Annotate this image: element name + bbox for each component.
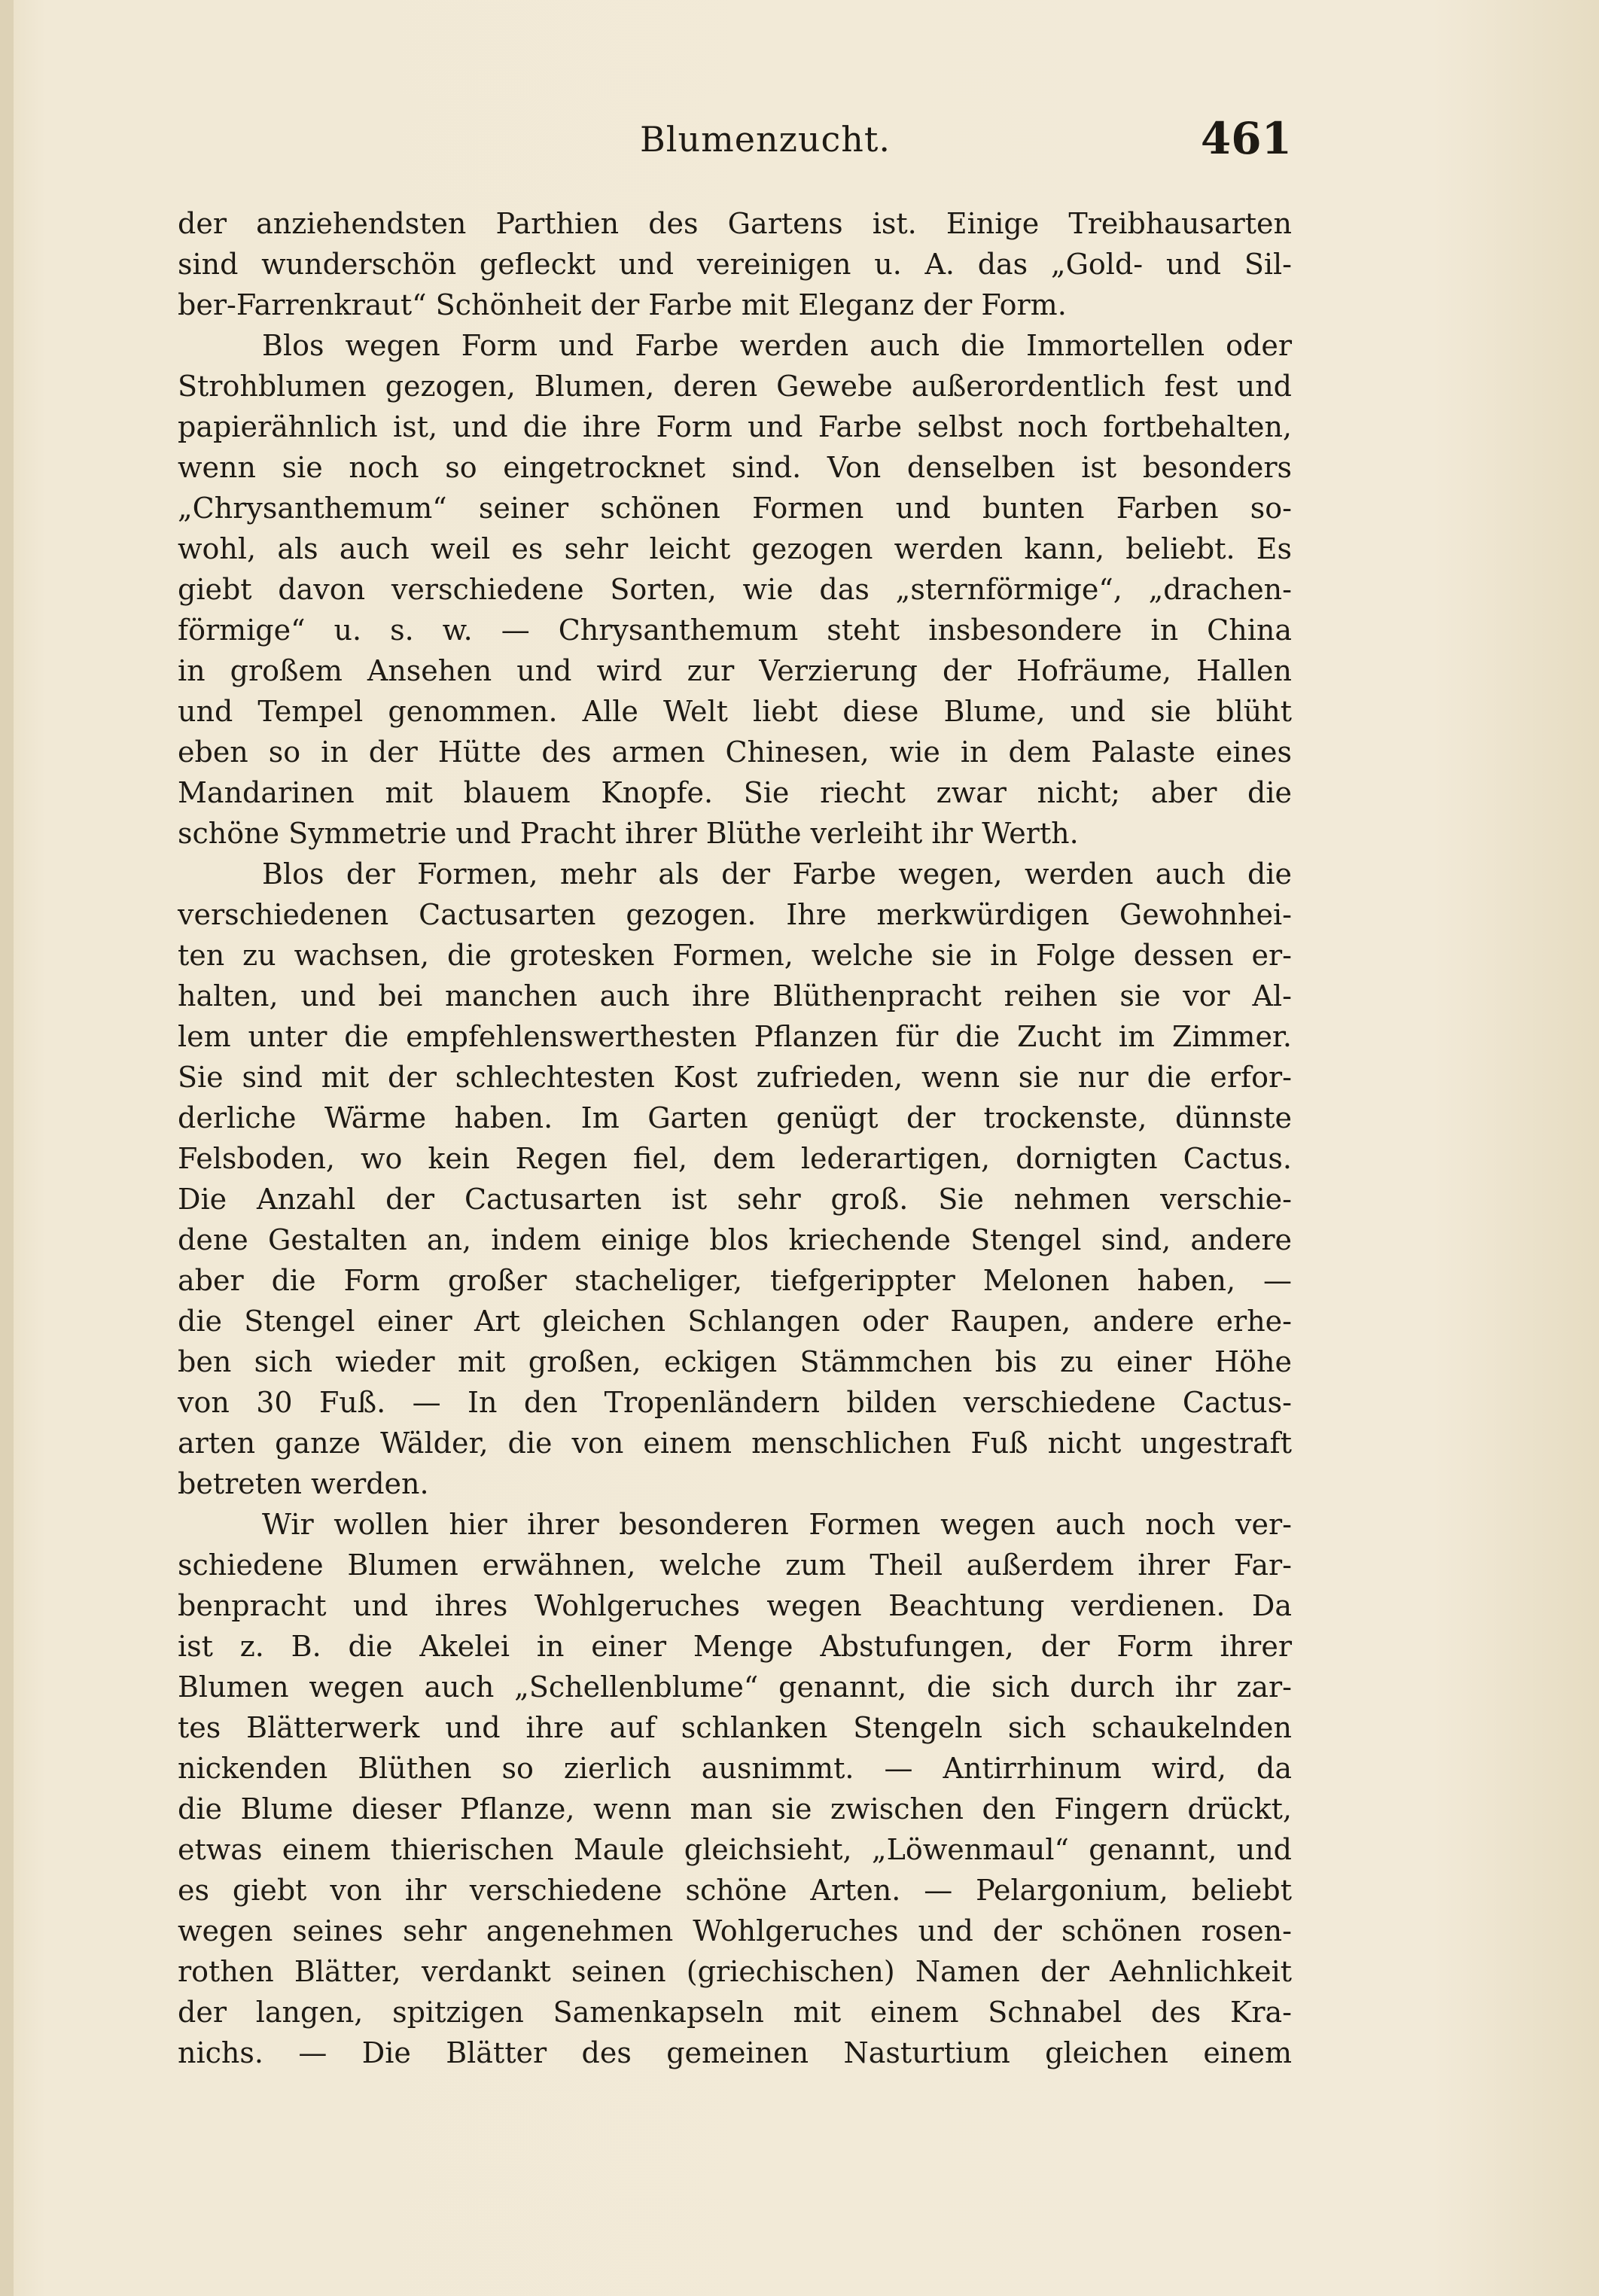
text-line: Blos wegen Form und Farbe werden auch die Immortellen oder [262, 329, 1292, 362]
text-line: die Stengel einer Art gleichen Schlangen oder Raupen, andere erhe- [178, 1305, 1292, 1338]
text-line: von 30 Fuß. — In den Tropenländern bilden verschiedene Cactus- [178, 1386, 1292, 1419]
page-number: 461 [1200, 113, 1292, 164]
text-line: arten ganze Wälder, die von einem menschlichen Fuß nicht ungestraft [178, 1427, 1292, 1460]
text-line: wegen seines sehr angenehmen Wohlgeruches und der schönen rosen- [178, 1914, 1292, 1947]
running-head [178, 113, 1292, 172]
text-line: nickenden Blüthen so zierlich ausnimmt. — Antirrhinum wird, da [178, 1752, 1292, 1785]
text-line: nichs. — Die Blätter des gemeinen Nasturtium gleichen einem [178, 2036, 1292, 2069]
text-line: sind wunderschön gefleckt und vereinigen u. A. das „Gold- und Sil- [178, 248, 1292, 281]
text-line: der anziehendsten Parthien des Gartens ist. Einige Treibhausarten [178, 207, 1292, 240]
text-line: etwas einem thierischen Maule gleichsieht, „Löwenmaul“ genannt, und [178, 1833, 1292, 1866]
text-line: rothen Blätter, verdankt seinen (griechischen) Namen der Aehnlichkeit [178, 1955, 1292, 1988]
text-line: Sie sind mit der schlechtesten Kost zufrieden, wenn sie nur die erfor- [178, 1061, 1292, 1094]
text-line: ten zu wachsen, die grotesken Formen, welche sie in Folge dessen er- [178, 939, 1292, 972]
text-line: „Chrysanthemum“ seiner schönen Formen und bunten Farben so- [178, 492, 1292, 525]
body-text [178, 203, 1292, 2073]
text-line: derliche Wärme haben. Im Garten genügt der trockenste, dünnste [178, 1101, 1292, 1134]
text-line: in großem Ansehen und wird zur Verzierung der Hofräume, Hallen [178, 654, 1292, 687]
text-line: papierähnlich ist, und die ihre Form und Farbe selbst noch fortbehalten, [178, 410, 1292, 443]
text-line: schiedene Blumen erwähnen, welche zum Theil außerdem ihrer Far- [178, 1548, 1292, 1582]
text-line: und Tempel genommen. Alle Welt liebt diese Blume, und sie blüht [178, 695, 1292, 728]
text-line: wenn sie noch so eingetrocknet sind. Von denselben ist besonders [178, 451, 1292, 484]
text-line: Wir wollen hier ihrer besonderen Formen wegen auch noch ver- [262, 1508, 1292, 1541]
text-line: tes Blätterwerk und ihre auf schlanken Stengeln sich schaukelnden [178, 1711, 1292, 1744]
text-line: förmige“ u. s. w. — Chrysanthemum steht insbesondere in China [178, 614, 1292, 647]
text-line: Blumen wegen auch „Schellenblume“ genannt, die sich durch ihr zar- [178, 1670, 1292, 1704]
text-line: es giebt von ihr verschiedene schöne Arten. — Pelargonium, beliebt [178, 1874, 1292, 1907]
running-head-title: Blumenzucht. [640, 119, 891, 160]
text-line: giebt davon verschiedene Sorten, wie das „sternförmige“, „drachen- [178, 573, 1292, 606]
text-line: Strohblumen gezogen, Blumen, deren Gewebe außerordentlich fest und [178, 370, 1292, 403]
text-line: der langen, spitzigen Samenkapseln mit einem Schnabel des Kra- [178, 1996, 1292, 2029]
text-line: lem unter die empfehlenswerthesten Pflanzen für die Zucht im Zimmer. [178, 1020, 1292, 1053]
text-line: eben so in der Hütte des armen Chinesen, wie in dem Palaste eines [178, 735, 1292, 769]
text-line: dene Gestalten an, indem einige blos kriechende Stengel sind, andere [178, 1223, 1292, 1256]
text-line: schöne Symmetrie und Pracht ihrer Blüthe verleiht ihr Werth. [178, 817, 1079, 850]
text-line: ber-Farrenkraut“ Schönheit der Farbe mit Eleganz der Form. [178, 288, 1067, 321]
text-line: benpracht und ihres Wohlgeruches wegen Beachtung verdienen. Da [178, 1589, 1292, 1622]
text-line: aber die Form großer stacheliger, tiefgerippter Melonen haben, — [178, 1264, 1292, 1297]
text-line: ist z. B. die Akelei in einer Menge Abstufungen, der Form ihrer [178, 1630, 1292, 1663]
page-edge [0, 0, 14, 2296]
text-line: halten, und bei manchen auch ihre Blüthenpracht reihen sie vor Al- [178, 979, 1292, 1012]
text-line: die Blume dieser Pflanze, wenn man sie zwischen den Fingern drückt, [178, 1792, 1292, 1826]
text-line: Felsboden, wo kein Regen fiel, dem lederartigen, dornigten Cactus. [178, 1142, 1292, 1175]
text-line: wohl, als auch weil es sehr leicht gezogen werden kann, beliebt. Es [178, 532, 1292, 565]
text-line: ben sich wieder mit großen, eckigen Stämmchen bis zu einer Höhe [178, 1345, 1292, 1378]
text-line: Die Anzahl der Cactusarten ist sehr groß. Sie nehmen verschie- [178, 1183, 1292, 1216]
text-line: verschiedenen Cactusarten gezogen. Ihre merkwürdigen Gewohnhei- [178, 898, 1292, 931]
text-line: Mandarinen mit blauem Knopfe. Sie riecht zwar nicht; aber die [178, 776, 1292, 809]
text-line: betreten werden. [178, 1467, 429, 1500]
text-line: Blos der Formen, mehr als der Farbe wegen, werden auch die [262, 857, 1292, 891]
